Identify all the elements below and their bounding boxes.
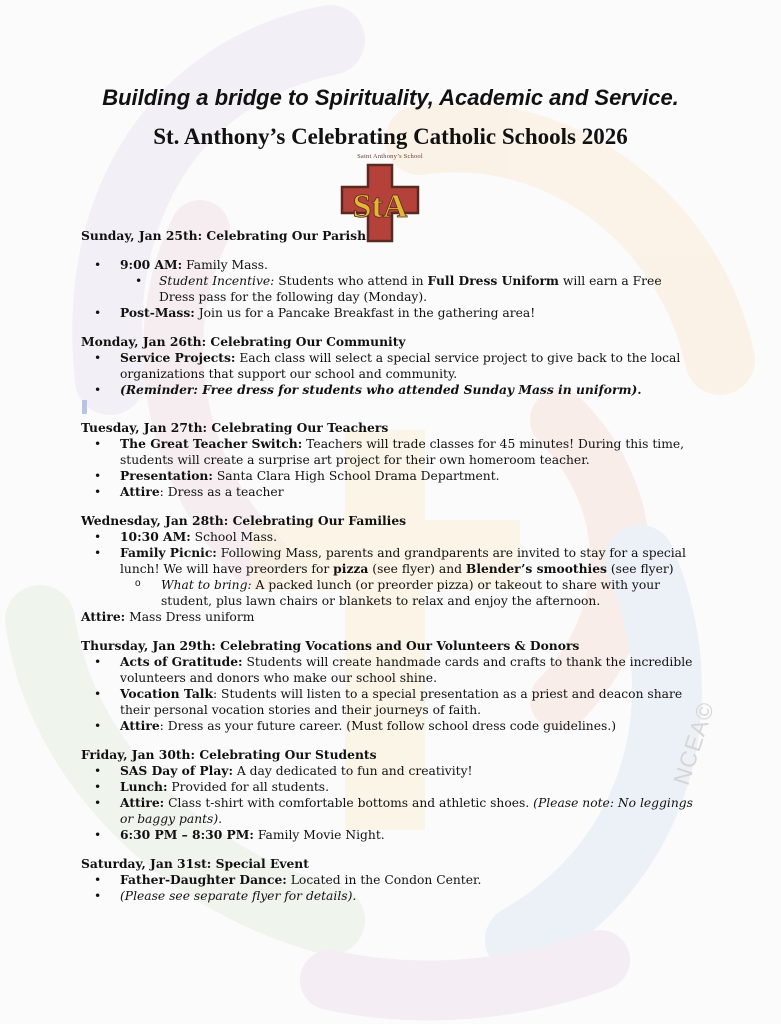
attire-line: Attire: Mass Dress uniform (81, 609, 255, 624)
logo-caption: Saint Anthony’s School (357, 153, 423, 160)
list-item: • Vocation Talk: Students will listen to a special presentation as a priest and deacon share their personal vocation stories and their journeys of faith. (81, 686, 701, 718)
day-heading-sunday: Sunday, Jan 25th: Celebrating Our Parish (81, 228, 367, 243)
list-item: o What to bring: A packed lunch (or preorder pizza) or takeout to share with your student, plus lawn chairs or blankets to relax and enjoy the afternoon. (81, 577, 701, 609)
ncea-watermark: NCEA© (668, 698, 720, 789)
list-item: • The Great Teacher Switch: Teachers will trade classes for 45 minutes! During this time, students will create a surprise art project for their own homeroom teacher. (81, 436, 701, 468)
tagline-heading: Building a bridge to Spirituality, Academic and Service. (102, 85, 679, 110)
list-item: • SAS Day of Play: A day dedicated to fun and creativity! (81, 763, 701, 779)
thursday-list (81, 654, 701, 734)
list-item: • Acts of Gratitude: Students will create handmade cards and crafts to thank the incredible volunteers and donors who make our school shine. (81, 654, 701, 686)
list-item: • 10:30 AM: School Mass. (81, 529, 701, 545)
list-item: • Family Picnic: Following Mass, parents and grandparents are invited to stay for a special lunch! We will have preorders for pizza (see flyer) and Blender’s smoothies (see flyer) (81, 545, 701, 577)
day-heading-friday: Friday, Jan 30th: Celebrating Our Students (81, 747, 377, 762)
list-item: • Lunch: Provided for all students. (81, 779, 701, 795)
list-item: • (Please see separate flyer for details). (81, 888, 701, 904)
wednesday-list (81, 529, 701, 609)
day-heading-saturday: Saturday, Jan 31st: Special Event (81, 856, 309, 871)
list-item: • Student Incentive: Students who attend in Full Dress Uniform will earn a Free Dress pass for the following day (Monday). (81, 273, 701, 305)
list-item: • Attire: Dress as your future career. (Must follow school dress code guidelines.) (81, 718, 701, 734)
page-title: St. Anthony’s Celebrating Catholic Schools 2026 (153, 124, 628, 149)
logo-letters: StA (352, 188, 408, 225)
list-item: • 6:30 PM – 8:30 PM: Family Movie Night. (81, 827, 701, 843)
day-heading-thursday: Thursday, Jan 29th: Celebrating Vocations and Our Volunteers & Donors (81, 638, 580, 653)
list-item: • Attire: Dress as a teacher (81, 484, 701, 500)
saturday-list (81, 872, 701, 904)
list-item: • Post-Mass: Join us for a Pancake Breakfast in the gathering area! (81, 305, 701, 321)
friday-list (81, 763, 701, 843)
list-item: • Attire: Class t-shirt with comfortable bottoms and athletic shoes. (Please note: No leggings or baggy pants). (81, 795, 701, 827)
list-item: • 9:00 AM: Family Mass. (81, 257, 701, 273)
sunday-list (81, 257, 701, 321)
monday-list (81, 350, 701, 398)
list-item: • Service Projects: Each class will select a special service project to give back to the local organizations that support our school and community. (81, 350, 701, 382)
day-heading-tuesday: Tuesday, Jan 27th: Celebrating Our Teachers (81, 420, 389, 435)
day-heading-wednesday: Wednesday, Jan 28th: Celebrating Our Families (81, 513, 407, 528)
edit-marker (82, 400, 87, 414)
schedule-content (81, 228, 701, 904)
day-heading-monday: Monday, Jan 26th: Celebrating Our Community (81, 334, 406, 349)
tuesday-list (81, 436, 701, 500)
list-item: • (Reminder: Free dress for students who attended Sunday Mass in uniform). (81, 382, 701, 398)
list-item: • Father-Daughter Dance: Located in the Condon Center. (81, 872, 701, 888)
list-item: • Presentation: Santa Clara High School Drama Department. (81, 468, 701, 484)
